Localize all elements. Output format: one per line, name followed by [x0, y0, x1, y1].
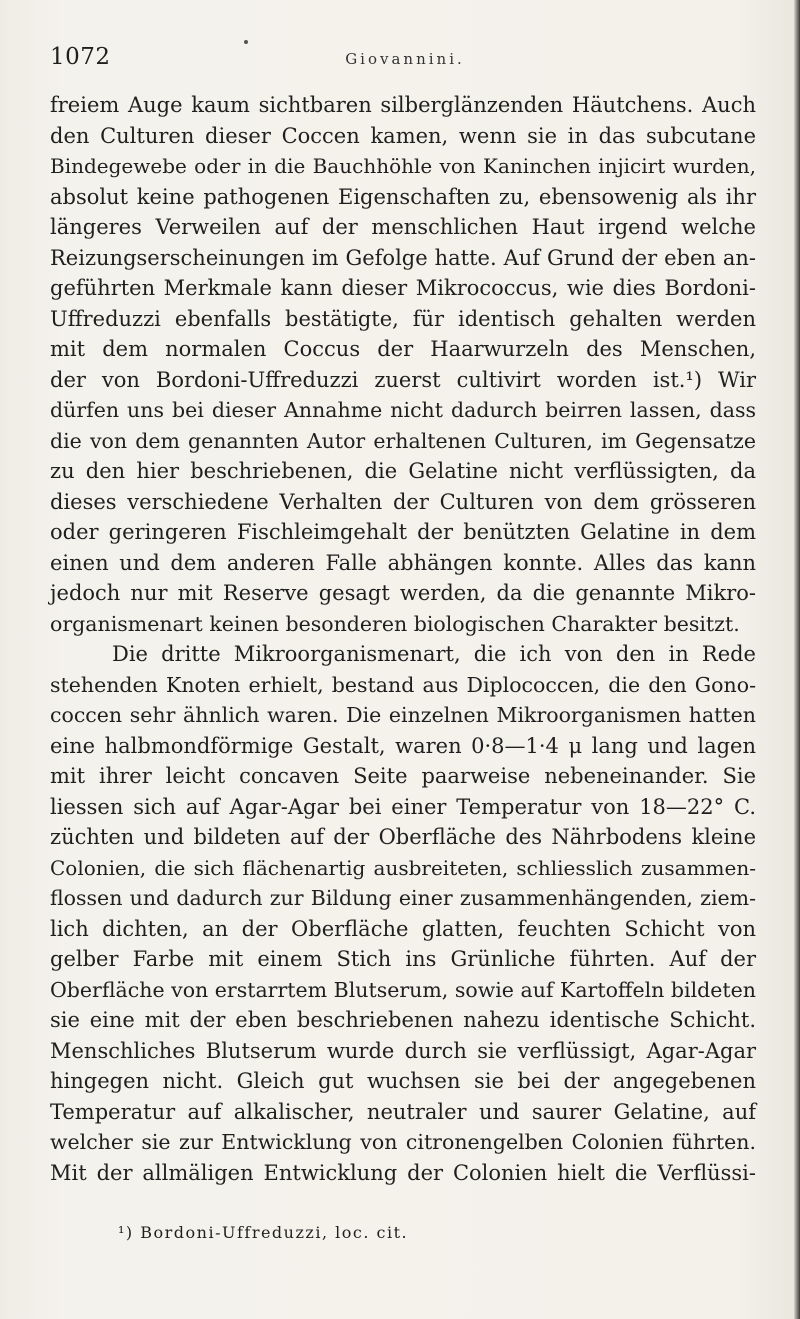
- running-head: Giovannini.: [345, 50, 465, 68]
- text-line: lich dichten, an der Oberfläche glatten, feuchten Schicht von: [50, 916, 756, 941]
- text-line: flossen und dadurch zur Bildung einer zusammenhängenden, ziem-: [50, 886, 756, 910]
- text-line: Temperatur auf alkalischer, neutraler und saurer Gelatine, auf: [50, 1099, 756, 1124]
- text-line: Reizungserscheinungen im Gefolge hatte. Auf Grund der eben an-: [50, 245, 756, 270]
- text-line: liessen sich auf Agar-Agar bei einer Temperatur von 18—22° C.: [50, 794, 756, 819]
- text-line: coccen sehr ähnlich waren. Die einzelnen Mikroorganismen hatten: [50, 703, 756, 727]
- text-line: die von dem genannten Autor erhaltenen Culturen, im Gegensatze: [50, 428, 756, 453]
- text-line: dürfen uns bei dieser Annahme nicht dadurch beirren lassen, dass: [50, 398, 756, 422]
- text-line: dieses verschiedene Verhalten der Culturen von dem grösseren: [50, 489, 756, 514]
- text-line: mit dem normalen Coccus der Haarwurzeln des Menschen,: [50, 337, 756, 361]
- text-line: einen und dem anderen Falle abhängen konnte. Alles das kann: [50, 550, 756, 575]
- text-line: Menschliches Blutserum wurde durch sie verflüssigt, Agar-Agar: [50, 1038, 756, 1063]
- text-line: der von Bordoni-Uffreduzzi zuerst cultivirt worden ist.¹) Wir: [50, 367, 756, 392]
- text-line: Bindegewebe oder in die Bauchhöhle von Kaninchen injicirt wurden,: [50, 154, 756, 178]
- footnote: ¹) Bordoni-Uffreduzzi, loc. cit.: [118, 1223, 409, 1242]
- text-line: organismenart keinen besonderen biologischen Charakter besitzt.: [50, 611, 740, 636]
- text-line: mit ihrer leicht concaven Seite paarweise nebeneinander. Sie: [50, 764, 756, 788]
- text-line: gelber Farbe mit einem Stich ins Grünliche führten. Auf der: [50, 947, 756, 971]
- text-line: sie eine mit der eben beschriebenen nahezu identische Schicht.: [50, 1008, 756, 1032]
- text-line: geführten Merkmale kann dieser Mikrococcus, wie dies Bordoni-: [50, 276, 756, 300]
- text-line: oder geringeren Fischleimgehalt der benützten Gelatine in dem: [50, 520, 756, 544]
- text-line: welcher sie zur Entwicklung von citronengelben Colonien führten.: [50, 1130, 756, 1154]
- text-line: stehenden Knoten erhielt, bestand aus Diplococcen, die den Gono-: [50, 672, 756, 697]
- text-line: zu den hier beschriebenen, die Gelatine nicht verflüssigten, da: [50, 459, 756, 483]
- paragraph-1: [50, 90, 756, 639]
- paragraph-2: [50, 639, 756, 1188]
- text-line: Colonien, die sich flächenartig ausbreiteten, schliesslich zusammen-: [50, 855, 756, 880]
- page-edge-shadow: [794, 0, 800, 1319]
- body-text: [50, 90, 756, 1188]
- page-header: [50, 44, 760, 78]
- text-line: freiem Auge kaum sichtbaren silberglänzenden Häutchens. Auch: [50, 93, 756, 117]
- text-line: Mit der allmäligen Entwicklung der Colonien hielt die Verflüssi-: [50, 1160, 756, 1185]
- text-line: Uffreduzzi ebenfalls bestätigte, für identisch gehalten werden: [50, 306, 756, 331]
- text-line: absolut keine pathogenen Eigenschaften zu, ebensowenig als ihr: [50, 184, 756, 209]
- text-line: eine halbmondförmige Gestalt, waren 0·8—1·4 μ lang und lagen: [50, 733, 756, 758]
- text-line: Die dritte Mikroorganismenart, die ich von den in Rede: [112, 642, 756, 666]
- text-line: züchten und bildeten auf der Oberfläche des Nährbodens kleine: [50, 825, 756, 849]
- text-line: jedoch nur mit Reserve gesagt werden, da die genannte Mikro-: [50, 581, 756, 605]
- text-line: Oberfläche von erstarrtem Blutserum, sowie auf Kartoffeln bildeten: [50, 977, 756, 1002]
- text-line: den Culturen dieser Coccen kamen, wenn sie in das subcutane: [50, 123, 756, 148]
- text-line: hingegen nicht. Gleich gut wuchsen sie bei der angegebenen: [50, 1069, 756, 1093]
- text-line: längeres Verweilen auf der menschlichen Haut irgend welche: [50, 215, 756, 239]
- page-number: 1072: [50, 44, 111, 70]
